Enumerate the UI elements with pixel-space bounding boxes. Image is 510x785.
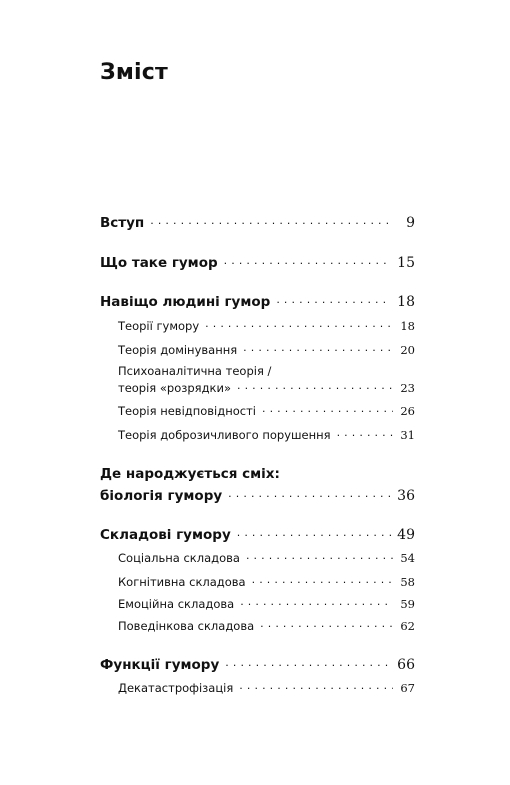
toc-entry-label: Навіщо людині гумор (100, 293, 271, 310)
toc-entry-label: Функції гумору (100, 656, 220, 673)
toc-entry-line1: Де народжується сміх: (100, 466, 280, 482)
toc-subentry-line1 (118, 364, 415, 378)
toc-entry-label: Вступ (100, 214, 145, 231)
dot-leader (252, 574, 393, 586)
toc-subentry (118, 618, 415, 633)
toc-page-number: 66 (397, 656, 415, 673)
toc-page-number: 67 (400, 680, 415, 695)
dot-leader (237, 380, 393, 392)
toc-page-number: 18 (397, 293, 415, 310)
dot-leader (205, 318, 393, 330)
toc-subentry (118, 574, 415, 589)
dot-leader (262, 403, 393, 415)
toc-subentry-label: Декатастрофізація (118, 680, 234, 695)
toc-entry-label: Складові гумору (100, 526, 231, 543)
dot-leader (246, 550, 393, 562)
toc-subentry-label: Теорія доброзичливого порушення (118, 427, 331, 442)
toc-subentry (118, 318, 415, 333)
dot-leader (150, 213, 393, 227)
toc-entry-functions (100, 655, 415, 673)
dot-leader (243, 342, 393, 354)
toc-subentry-label: Когнітивна складова (118, 574, 246, 589)
toc-entry-where-laughter-born (100, 486, 415, 504)
toc-page-number: 62 (400, 618, 415, 633)
toc-page-number: 58 (400, 574, 415, 589)
toc-entry-components (100, 525, 415, 543)
toc-subentry-label: теорія «розрядки» (118, 380, 231, 395)
page-title: Зміст (100, 60, 168, 85)
dot-leader (225, 655, 391, 669)
toc-page-number: 36 (397, 487, 415, 504)
toc-subentry (118, 342, 415, 357)
toc-subentry-label: Теорії гумору (118, 318, 200, 333)
toc-page-number: 26 (400, 403, 415, 418)
toc-page-number: 23 (400, 380, 415, 395)
dot-leader (276, 292, 391, 306)
toc-entry-what-is-humor (100, 253, 415, 271)
toc-page-number: 20 (400, 342, 415, 357)
toc-subentry (118, 403, 415, 418)
toc-page-number: 18 (400, 318, 415, 333)
toc-page-number: 31 (400, 427, 415, 442)
toc-page-number: 59 (400, 596, 415, 611)
toc-subentry-label: Емоційна складова (118, 596, 235, 611)
toc-subentry (118, 427, 415, 442)
toc-page-number: 49 (397, 526, 415, 543)
toc-subentry-label: Теорія домінування (118, 342, 238, 357)
toc-subentry (118, 380, 415, 395)
toc-subentry-label: Теорія невідповідності (118, 403, 256, 418)
toc-entry-intro (100, 213, 415, 231)
toc-entry-label: біологія гумору (100, 487, 223, 504)
toc-subentry (118, 680, 415, 695)
dot-leader (260, 618, 393, 630)
toc-page-number: 15 (397, 254, 415, 271)
toc-subentry-label: Психоаналітична теорія / (118, 364, 272, 378)
toc-entry-label: Що таке гумор (100, 254, 218, 271)
toc-subentry-label: Поведінкова складова (118, 618, 255, 633)
toc-page-number: 54 (400, 550, 415, 565)
dot-leader (239, 680, 393, 692)
toc-subentry (118, 596, 415, 611)
toc-page-number: 9 (406, 214, 415, 231)
toc-subentry (118, 550, 415, 565)
dot-leader (224, 253, 392, 267)
dot-leader (240, 596, 393, 608)
dot-leader (228, 486, 391, 500)
toc-entry-why-humor (100, 292, 415, 310)
dot-leader (237, 525, 391, 539)
toc-subentry-label: Соціальна складова (118, 550, 240, 565)
dot-leader (337, 427, 393, 439)
